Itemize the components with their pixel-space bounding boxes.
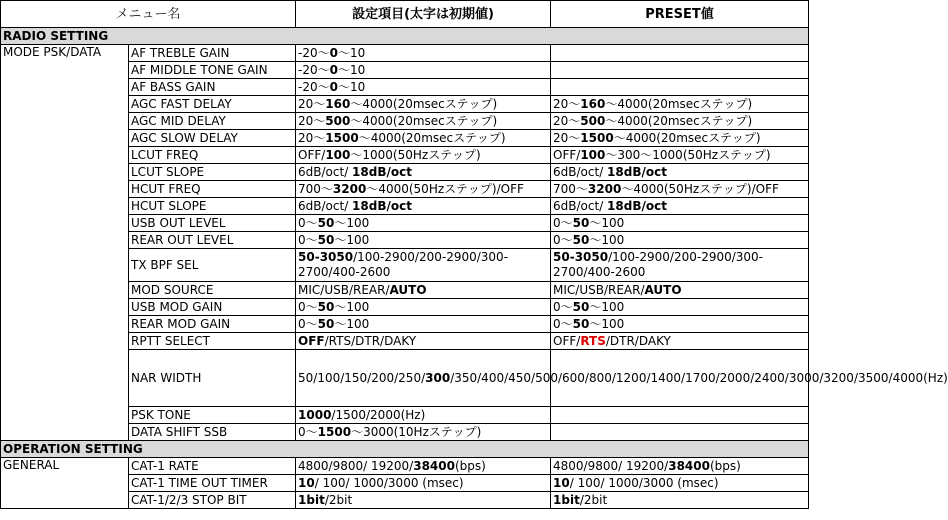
preset-values (551, 113, 809, 130)
setting-value-part: 300 (425, 370, 451, 385)
setting-values (296, 45, 551, 62)
preset-value-part: 50 (572, 316, 590, 331)
setting-value-part: 50 (317, 316, 335, 331)
preset-values (551, 299, 809, 316)
preset-values (551, 130, 809, 147)
preset-value-part: 3200 (587, 181, 622, 196)
preset-values (551, 164, 809, 181)
setting-values (296, 249, 551, 282)
preset-value-part: 38400 (668, 458, 710, 473)
setting-name: USB MOD GAIN (129, 299, 296, 316)
setting-value-part: OFF/ (298, 147, 326, 162)
setting-values (296, 316, 551, 333)
setting-values (296, 164, 551, 181)
setting-value-part: 50 (317, 299, 335, 314)
preset-value-part: 50 (572, 232, 590, 247)
setting-value-part: 0 (329, 45, 338, 60)
setting-values (296, 96, 551, 113)
preset-value-part: 1500 (580, 130, 614, 145)
preset-values (551, 147, 809, 164)
preset-value-part: OFF/ (553, 333, 581, 348)
setting-name: AGC SLOW DELAY (129, 130, 296, 147)
preset-value-part: /DTR/DAKY (605, 333, 671, 348)
setting-value-part: ～10 (337, 79, 366, 94)
preset-value-part: 0～ (553, 316, 573, 331)
preset-value-part: ～300～1000(50Hzステップ) (605, 147, 771, 162)
setting-values (296, 424, 551, 441)
preset-values (551, 458, 809, 475)
preset-value-part: 18dB/oct (607, 198, 667, 213)
setting-name: REAR OUT LEVEL (129, 232, 296, 249)
preset-values (551, 45, 809, 62)
setting-value-part: 50 (317, 215, 335, 230)
setting-values (296, 147, 551, 164)
setting-value-part: 500 (325, 113, 351, 128)
setting-value-part: 50/100/150/200/250/ (298, 370, 426, 385)
preset-value-part: 0～ (553, 215, 573, 230)
preset-value-part: ～100 (589, 215, 625, 230)
setting-values (296, 492, 551, 509)
setting-value-part: 0 (329, 62, 338, 77)
setting-value-part: 20～ (298, 130, 326, 145)
setting-value-part: /350/400/450/500/600/800/1200/1400/1700/2000/2400/3000/3200/3500/4000(Hz) (450, 370, 948, 385)
setting-value-part: 0～ (298, 316, 318, 331)
preset-values (551, 424, 809, 441)
setting-name: LCUT SLOPE (129, 164, 296, 181)
setting-value-part: 100 (325, 147, 351, 162)
setting-name: MOD SOURCE (129, 282, 296, 299)
preset-value-part: 500 (580, 113, 606, 128)
setting-value-part: 1bit (298, 492, 325, 507)
preset-values (551, 198, 809, 215)
header-menu: メニュー名 (1, 1, 296, 28)
preset-value-part: AUTO (644, 282, 682, 297)
setting-value-part: -20～ (298, 62, 330, 77)
preset-value-part: /100-2900/200-2900/300-2700/400-2600 (553, 250, 764, 279)
setting-values (296, 181, 551, 198)
preset-value-part: 700～ (553, 181, 588, 196)
preset-values (551, 62, 809, 79)
setting-name: AF TREBLE GAIN (129, 45, 296, 62)
preset-value-part: ～4000(20msecステップ) (605, 113, 753, 128)
setting-name: HCUT FREQ (129, 181, 296, 198)
setting-value-part: 3200 (332, 181, 367, 196)
preset-values (551, 407, 809, 424)
preset-value-part: ～4000(20msecステップ) (605, 96, 753, 111)
setting-value-part: 6dB/oct/ (298, 164, 353, 179)
setting-value-part: 700～ (298, 181, 333, 196)
preset-value-part: 100 (580, 147, 606, 162)
setting-row (1, 45, 809, 62)
setting-name: AF MIDDLE TONE GAIN (129, 62, 296, 79)
setting-value-part: ～100 (334, 299, 370, 314)
preset-values (551, 282, 809, 299)
setting-value-part: -20～ (298, 45, 330, 60)
preset-value-part: 18dB/oct (607, 164, 667, 179)
settings-body (1, 28, 948, 509)
setting-value-part: AUTO (389, 282, 427, 297)
setting-value-part: MIC/USB/REAR/ (298, 282, 390, 297)
preset-value-part: 0～ (553, 299, 573, 314)
setting-value-part: / 100/ 1000/3000 (msec) (314, 475, 464, 490)
section-title: RADIO SETTING (1, 28, 809, 45)
preset-value-part: 20～ (553, 113, 581, 128)
preset-value-part: 6dB/oct/ (553, 164, 608, 179)
preset-values (551, 232, 809, 249)
setting-values (296, 198, 551, 215)
preset-value-part: ～100 (589, 232, 625, 247)
preset-values (551, 96, 809, 113)
setting-value-part: ～10 (337, 62, 366, 77)
setting-values (296, 458, 551, 475)
setting-name: DATA SHIFT SSB (129, 424, 296, 441)
setting-value-part: 18dB/oct (352, 164, 412, 179)
preset-value-part: OFF/ (553, 147, 581, 162)
setting-values (296, 475, 551, 492)
setting-values (296, 299, 551, 316)
setting-value-part: ～3000(10Hzステップ) (351, 424, 482, 439)
preset-value-part: ～100 (589, 316, 625, 331)
setting-value-part: ～10 (337, 45, 366, 60)
setting-value-part: ～100 (334, 316, 370, 331)
setting-value-part: ～100 (334, 232, 370, 247)
setting-value-part: /RTS/DTR/DAKY (324, 333, 417, 348)
setting-values (296, 350, 948, 407)
setting-value-part: -20～ (298, 79, 330, 94)
preset-value-part: 50 (572, 215, 590, 230)
setting-value-part: ～1000(50Hzステップ) (350, 147, 481, 162)
setting-value-part: 0～ (298, 232, 318, 247)
section-title: OPERATION SETTING (1, 441, 809, 458)
setting-name: LCUT FREQ (129, 147, 296, 164)
setting-value-part: ～4000(20msecステップ) (358, 130, 506, 145)
setting-name: AGC FAST DELAY (129, 96, 296, 113)
setting-value-part: OFF (298, 333, 325, 348)
preset-values (551, 181, 809, 198)
preset-values (551, 492, 809, 509)
setting-value-part: ～4000(50Hzステップ)/OFF (366, 181, 524, 196)
setting-value-part: ～4000(20msecステップ) (350, 96, 498, 111)
section-row (1, 441, 809, 458)
setting-value-part: 0～ (298, 215, 318, 230)
preset-value-part: 6dB/oct/ (553, 198, 608, 213)
setting-value-part: 10 (298, 475, 315, 490)
preset-value-part: 0～ (553, 232, 573, 247)
header-preset: PRESET値 (551, 1, 809, 28)
setting-value-part: 50 (317, 232, 335, 247)
setting-value-part: /2bit (324, 492, 353, 507)
setting-name: HCUT SLOPE (129, 198, 296, 215)
preset-value-part: RTS (580, 333, 606, 348)
setting-value-part: 0 (329, 79, 338, 94)
preset-value-part: ～100 (589, 299, 625, 314)
setting-value-part: 0～ (298, 424, 318, 439)
preset-values (551, 79, 809, 96)
setting-values (296, 232, 551, 249)
setting-name: AGC MID DELAY (129, 113, 296, 130)
setting-value-part: /1500/2000(Hz) (331, 407, 426, 422)
setting-value-part: 1500 (325, 130, 359, 145)
group-label: MODE PSK/DATA (1, 45, 129, 441)
setting-value-part: 0～ (298, 299, 318, 314)
setting-value-part: 20～ (298, 96, 326, 111)
preset-value-part: / 100/ 1000/3000 (msec) (569, 475, 719, 490)
setting-name: NAR WIDTH (129, 350, 296, 407)
setting-values (296, 333, 551, 350)
setting-value-part: 1000 (298, 407, 332, 422)
setting-values (296, 130, 551, 147)
header-row (1, 1, 809, 28)
setting-value-part: /100-2900/200-2900/300-2700/400-2600 (298, 250, 509, 279)
setting-values (296, 282, 551, 299)
setting-values (296, 62, 551, 79)
setting-name: TX BPF SEL (129, 249, 296, 282)
setting-values (296, 113, 551, 130)
preset-value-part: ～4000(20msecステップ) (613, 130, 761, 145)
setting-value-part: 20～ (298, 113, 326, 128)
setting-value-part: ～100 (334, 215, 370, 230)
setting-name: REAR MOD GAIN (129, 316, 296, 333)
preset-values (551, 215, 809, 232)
setting-value-part: ～4000(20msecステップ) (350, 113, 498, 128)
setting-name: RPTT SELECT (129, 333, 296, 350)
preset-values (551, 333, 809, 350)
setting-value-part: 160 (325, 96, 351, 111)
setting-name: CAT-1 RATE (129, 458, 296, 475)
setting-value-part: 38400 (413, 458, 455, 473)
preset-value-part: /2bit (579, 492, 608, 507)
setting-name: AF BASS GAIN (129, 79, 296, 96)
setting-row (1, 458, 809, 475)
setting-value-part: 1500 (317, 424, 352, 439)
preset-values (551, 249, 809, 282)
preset-value-part: (bps) (709, 458, 741, 473)
setting-name: PSK TONE (129, 407, 296, 424)
setting-value-part: 6dB/oct/ (298, 198, 353, 213)
setting-values (296, 79, 551, 96)
preset-value-part: 1bit (553, 492, 580, 507)
preset-value-part: MIC/USB/REAR/ (553, 282, 645, 297)
preset-value-part: 160 (580, 96, 606, 111)
setting-values (296, 407, 551, 424)
preset-value-part: ～4000(50Hzステップ)/OFF (621, 181, 779, 196)
setting-name: CAT-1/2/3 STOP BIT (129, 492, 296, 509)
setting-value-part: (bps) (454, 458, 486, 473)
header-setting: 設定項目(太字は初期値) (296, 1, 551, 28)
preset-value-part: 20～ (553, 130, 581, 145)
preset-value-part: 4800/9800/ 19200/ (553, 458, 669, 473)
preset-value-part: 20～ (553, 96, 581, 111)
preset-values (551, 475, 809, 492)
preset-value-part: 50 (572, 299, 590, 314)
section-row (1, 28, 809, 45)
setting-value-part: 4800/9800/ 19200/ (298, 458, 414, 473)
preset-values (551, 316, 809, 333)
setting-value-part: 18dB/oct (352, 198, 412, 213)
setting-name: CAT-1 TIME OUT TIMER (129, 475, 296, 492)
setting-values (296, 215, 551, 232)
preset-value-part: 10 (553, 475, 570, 490)
group-label: GENERAL (1, 458, 129, 509)
setting-name: USB OUT LEVEL (129, 215, 296, 232)
preset-value-part: 50-3050 (553, 250, 609, 264)
setting-value-part: 50-3050 (298, 250, 354, 264)
